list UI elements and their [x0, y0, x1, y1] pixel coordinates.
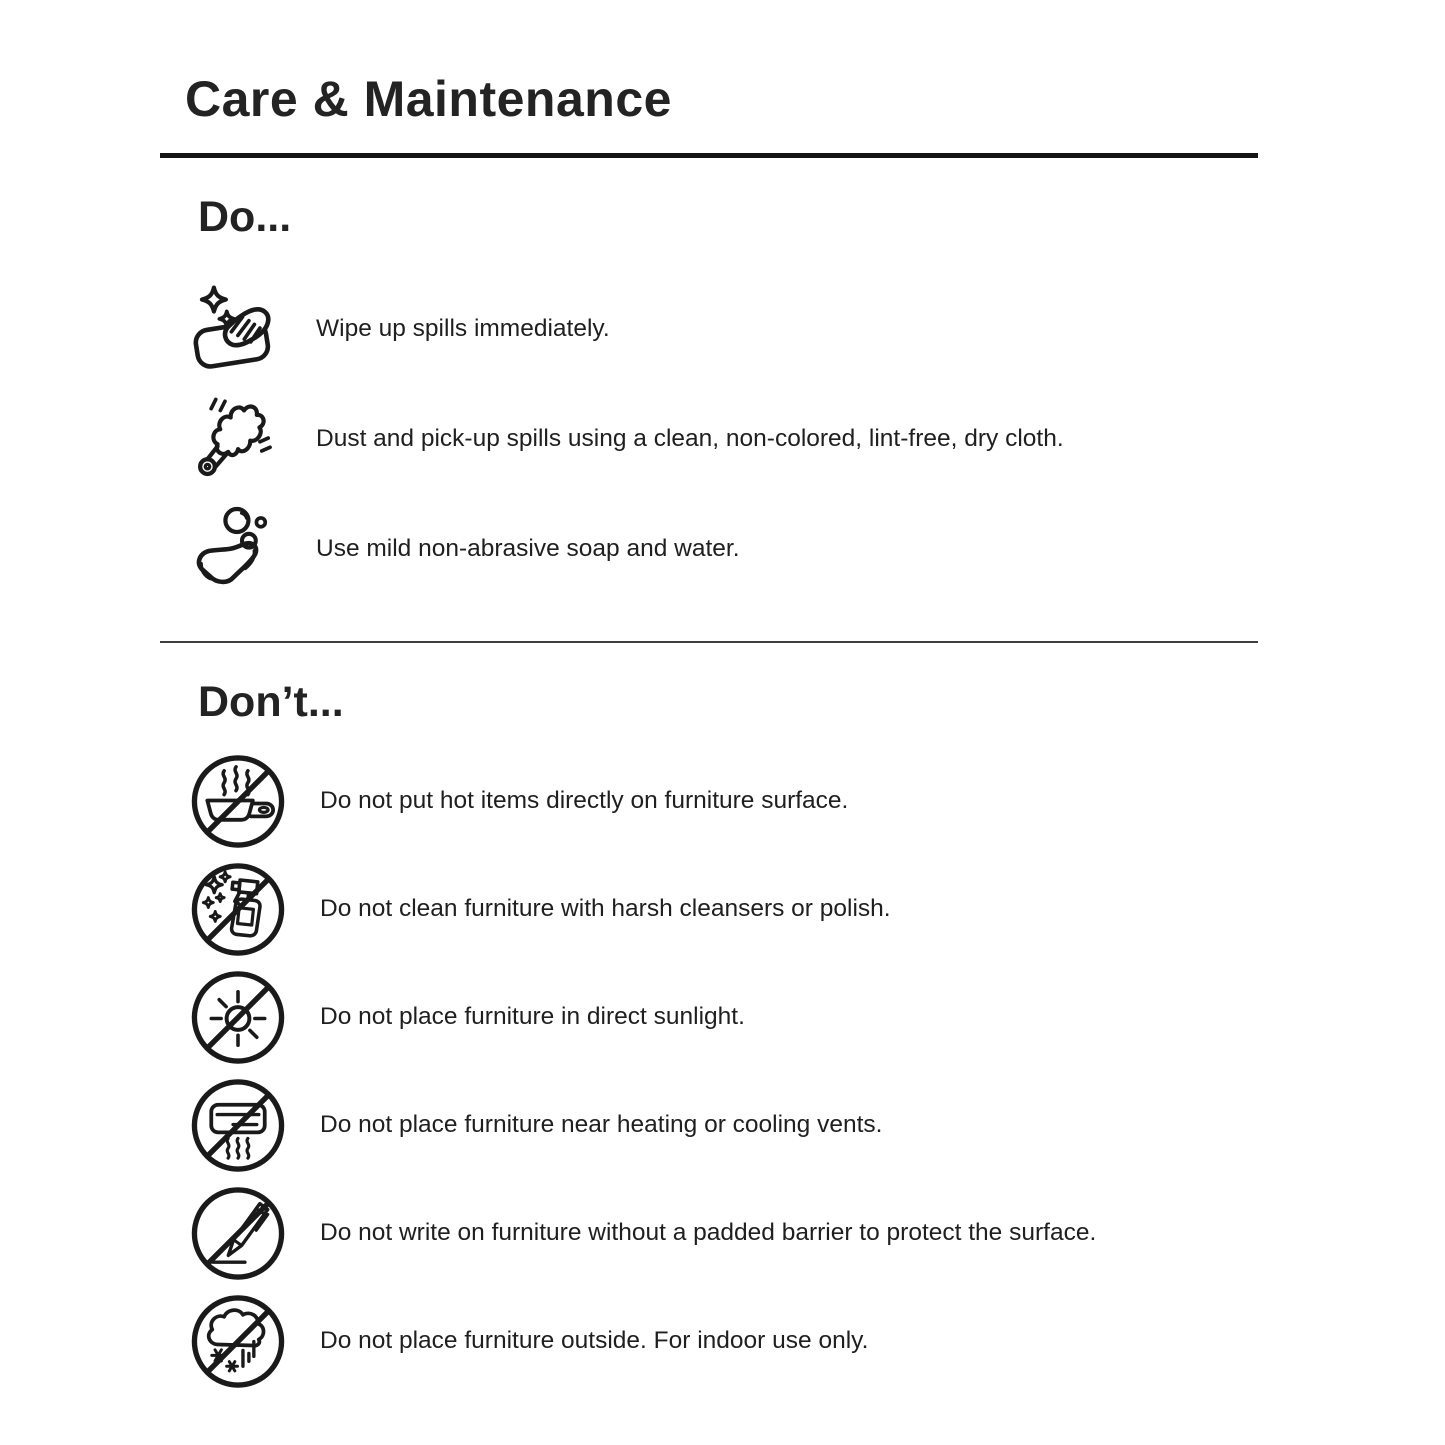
no-heating-vents-icon: [188, 1076, 288, 1175]
dont-item-text: Do not place furniture in direct sunlight.: [320, 1003, 745, 1031]
list-item: [188, 1076, 1258, 1175]
dont-section: [160, 752, 1258, 1391]
do-section-heading: Do...: [198, 193, 292, 241]
sponge-soap-icon: [188, 503, 284, 595]
do-section: [160, 283, 1258, 595]
dont-item-text: Do not place furniture outside. For indoor use only.: [320, 1327, 869, 1355]
no-hot-items-icon: [188, 752, 288, 851]
no-writing-icon: [188, 1184, 288, 1283]
care-maintenance-page: [160, 0, 1258, 1391]
duster-icon: [188, 393, 284, 485]
list-item: [188, 1292, 1258, 1391]
dont-item-text: Do not place furniture near heating or cooling vents.: [320, 1111, 883, 1139]
list-item: [188, 752, 1258, 851]
no-harsh-cleansers-icon: [188, 860, 288, 959]
no-direct-sunlight-icon: [188, 968, 288, 1067]
list-item: [188, 1184, 1258, 1283]
list-item: [188, 860, 1258, 959]
page-title: Care & Maintenance: [185, 71, 672, 127]
dont-section-heading: Don’t...: [198, 678, 344, 726]
section-divider-rule: [160, 641, 1258, 643]
dont-item-text: Do not clean furniture with harsh cleansers or polish.: [320, 895, 891, 923]
no-outdoor-use-icon: [188, 1292, 288, 1391]
dont-item-text: Do not put hot items directly on furniture surface.: [320, 787, 849, 815]
dont-item-text: Do not write on furniture without a padded barrier to protect the surface.: [320, 1219, 1097, 1247]
do-item-text: Dust and pick-up spills using a clean, non-colored, lint-free, dry cloth.: [316, 424, 1064, 452]
list-item: [188, 968, 1258, 1067]
title-divider-rule: [160, 153, 1258, 158]
list-item: [188, 393, 1258, 485]
list-item: [188, 503, 1258, 595]
wipe-spills-icon: [188, 283, 284, 375]
list-item: [188, 283, 1258, 375]
do-item-text: Use mild non-abrasive soap and water.: [316, 534, 740, 562]
do-item-text: Wipe up spills immediately.: [316, 314, 610, 342]
